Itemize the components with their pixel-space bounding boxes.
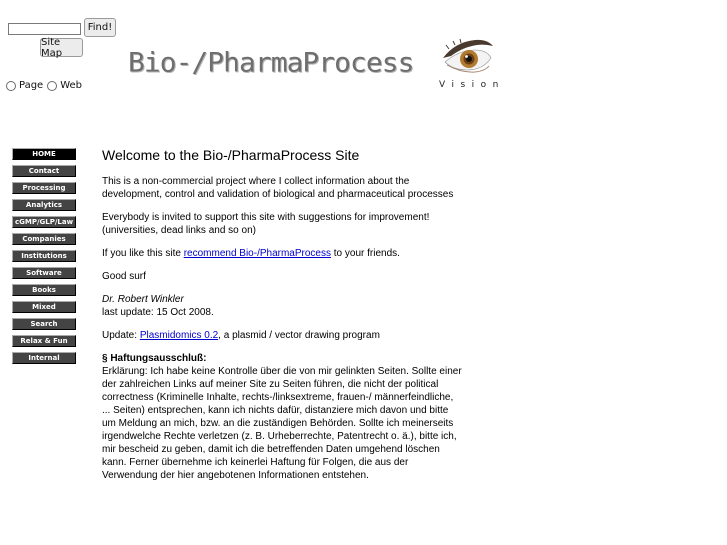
- invite-text: Everybody is invited to support this site with suggestions for improvement! (universities, dead links and so on): [102, 212, 430, 236]
- site-logo-title: Bio-/PharmaProcess: [128, 46, 414, 79]
- nav-item-processing[interactable]: Processing: [12, 182, 76, 194]
- page-radio[interactable]: [6, 81, 16, 91]
- nav-item-books[interactable]: Books: [12, 284, 76, 296]
- recommend-text: [102, 247, 462, 260]
- recommend-suffix: to your friends.: [330, 248, 400, 259]
- page-radio-label: Page: [19, 80, 44, 91]
- intro-text: This is a non-commercial project where I collect information about the development, control and validation of biological and pharmaceutical processes: [102, 176, 454, 200]
- update-suffix: , a plasmid / vector drawing program: [218, 330, 380, 341]
- nav-item-search[interactable]: Search: [12, 318, 76, 330]
- nav-item-analytics[interactable]: Analytics: [12, 199, 76, 211]
- site-map-button[interactable]: Site Map: [40, 38, 83, 57]
- author-signature: Dr. Robert Winkler: [102, 294, 184, 305]
- nav-item-mixed[interactable]: Mixed: [12, 301, 76, 313]
- web-radio[interactable]: [47, 81, 57, 91]
- update-text: [102, 329, 462, 342]
- page-title: Welcome to the Bio-/PharmaProcess Site: [102, 147, 360, 163]
- nav-item-contact[interactable]: Contact: [12, 165, 76, 177]
- nav-item-home[interactable]: HOME: [12, 148, 76, 160]
- nav-item-cgmp-glp-law[interactable]: cGMP/GLP/Law: [12, 216, 76, 228]
- nav-item-internal[interactable]: Internal: [12, 352, 76, 364]
- last-update-text: last update: 15 Oct 2008.: [102, 307, 214, 318]
- nav-item-relax-fun[interactable]: Relax & Fun: [12, 335, 76, 347]
- eye-icon: [441, 36, 495, 78]
- recommend-prefix: If you like this site: [102, 248, 184, 259]
- web-radio-label: Web: [60, 80, 83, 91]
- find-button[interactable]: Find!: [84, 18, 116, 37]
- disclaimer-title: § Haftungsausschluß:: [102, 353, 207, 364]
- nav-item-institutions[interactable]: Institutions: [12, 250, 76, 262]
- plasmidomics-link[interactable]: Plasmidomics 0.2: [139, 330, 219, 341]
- good-surf-text: Good surf: [102, 271, 146, 282]
- main-nav: [12, 148, 76, 369]
- main-content: [102, 146, 462, 482]
- update-prefix: Update:: [102, 330, 140, 341]
- disclaimer-text: Erklärung: Ich habe keine Kontrolle über die von mir gelinkten Seiten. Sollte einer der zahlreichen Links auf meiner Site zu Seiten führen, die nicht der political correctness (Kriminelle Inhalte, rechts-/linksextreme, frauen-/ männerfeindliche, ... Seiten) entsprechen, kann ich nichts dafür, distanziere mich davon und bitte um Meldung an mich, bzw. an die zuständigen Behörden. Sollte ich meinerseits irgendwelche Rechte verletzen (z. B. Urheberrechte, Patentrecht o. ä.), bitte ich, mir bescheid zu geben, damit ich die betreffenden Daten umgehend löschen kann. Ferner übernehme ich keinerlei Haftung für Folgen, die aus der Verwendung der hier angebotenen Informationen entstehen.: [102, 366, 462, 481]
- nav-item-companies[interactable]: Companies: [12, 233, 76, 245]
- search-scope-radio-group: [6, 80, 86, 91]
- site-logo-subtitle: Vision: [439, 80, 505, 90]
- search-input[interactable]: [8, 23, 81, 35]
- recommend-link[interactable]: recommend Bio-/PharmaProcess: [183, 248, 331, 259]
- nav-item-software[interactable]: Software: [12, 267, 76, 279]
